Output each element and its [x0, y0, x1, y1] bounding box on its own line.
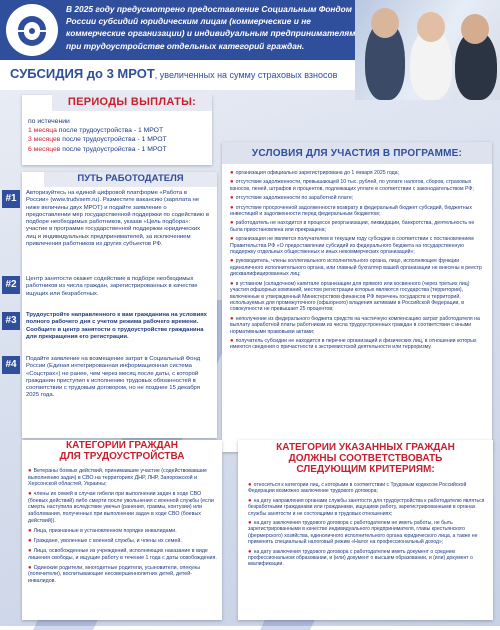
bullet-icon: ●: [230, 315, 234, 322]
bullet-icon: ●: [28, 527, 32, 534]
employer-path-title: ПУТЬ РАБОТОДАТЕЛЯ: [44, 172, 217, 187]
bullet-icon: ●: [230, 236, 234, 243]
participation-conditions-card: [222, 142, 492, 452]
bullet-icon: ●: [230, 220, 234, 227]
conditions-title: УСЛОВИЯ ДЛЯ УЧАСТИЯ В ПРОГРАММЕ:: [251, 148, 463, 159]
condition-item: ● отсутствие просроченной задолженности возврату в федеральный бюджет субсидий, бюджетных инвестиций и задолженности перед федеральным бюджетом;: [230, 204, 472, 218]
bullet-icon: ●: [248, 482, 252, 488]
condition-item: ● работодатель не находится в процессе реорганизации, ликвидации, банкротства, деятельность не была приостановлена или прекращена;: [230, 220, 475, 233]
bullet-icon: ●: [28, 564, 32, 571]
conditions-list: [230, 170, 486, 354]
criteria-item: ● относиться к категории лиц, с которыми в соответствии с Трудовым кодексом Российской Федерации возможно заключение трудового договора;: [248, 482, 467, 495]
payment-periods-body: [28, 117, 167, 154]
bullet-icon: ●: [230, 204, 234, 211]
categories-list: [28, 468, 218, 588]
criteria-title-line: КАТЕГОРИИ УКАЗАННЫХ ГРАЖДАН: [276, 442, 455, 453]
bullet-icon: ●: [248, 548, 252, 555]
step-number: #4: [2, 356, 20, 374]
people-photo: [355, 0, 500, 100]
header-text: В 2025 году предусмотрено предоставление Социальным Фондом России субсидий юридическим лицам (коммерческие и не коммерческие организации) и индивидуальным предпринимателям при трудоустройстве отдельных категорий граждан.: [66, 4, 356, 51]
category-item: ● Одинокие родители, многодетные родители, усыновители, опекуны (попечители), воспитывающие несовершеннолетних детей, детей-инвалидов.: [28, 564, 201, 584]
period-item: 3 месяцев после трудоустройства - 1 МРОТ: [28, 136, 167, 144]
criteria-header: [242, 442, 489, 475]
period-item: 1 месяца после трудоустройства - 1 МРОТ: [28, 127, 164, 135]
bullet-icon: ●: [28, 537, 32, 544]
payment-periods-card: [22, 95, 212, 165]
category-item: ● Граждане, уволенные с военной службы, и члены их семей.: [28, 537, 182, 544]
step-text: Подайте заявление на возмещение затрат в Социальный Фонд России (Единая интегрированная информационная система «Соцстрах») не ранее, чем через месяц после даты, с которой гражданин приступил к исполнению трудовых обязанностей в соответствии с трудовым договором, но не позднее 15 декабря 2025 года.: [26, 356, 201, 399]
subsidy-title-main: СУБСИДИЯ до 3 МРОТ: [10, 66, 155, 81]
categories-header: [26, 440, 218, 464]
step-number: #3: [2, 312, 20, 330]
step-number: #2: [2, 276, 20, 294]
category-item: ● Лица, признанные в установленном порядке инвалидами.: [28, 527, 177, 534]
payment-periods-intro: по истечении: [28, 118, 70, 125]
criteria-title-line: СЛЕДУЮЩИМ КРИТЕРИЯМ:: [296, 464, 435, 475]
step-text: Авторизуйтесь на единой цифровой платформе «Работа в России» (www.trudvsem.ru). Разместите вакансию (зарплата не ниже величины двух МРОТ) и подайте заявление о предоставлении мер государственной поддержки по содействию в подборе необходимых работников, указав «Цель подбора»: участие в программе государственной поддержки юридических лиц и индивидуальных предпринимателей, за исключением привлечения работников из других субъектов РФ.: [26, 190, 209, 248]
sfr-logo-icon: [6, 4, 58, 56]
criteria-item: ● на дату заключения трудового договора с работодателем не иметь работы, не быть зарегистрированными в качестве индивидуального предпринимателя, главы крестьянского (фермерского) хозяйства, единоличного исполнительного органа юридического лица, а также не применять специальный налоговый режим «Налог на профессиональный доход»;: [248, 520, 478, 546]
bullet-icon: ●: [230, 258, 234, 265]
criteria-title-line: ДОЛЖНЫ СООТВЕТСТВОВАТЬ: [288, 453, 443, 464]
subsidy-title: [10, 66, 337, 81]
step-number: #1: [2, 190, 20, 208]
bullet-icon: ●: [230, 195, 234, 202]
condition-item: ● отсутствие задолженности, превышающей 10 тыс. рублей, по уплате налогов, сборов, страховых взносов, пеней, штрафов и процентов, подлежащих уплате в соответствии с законодательством РФ;: [230, 179, 474, 192]
bullet-icon: ●: [230, 170, 234, 176]
criteria-list: [248, 482, 486, 571]
condition-item: ● организация официально зарегистрирована до 1 января 2025 года;: [230, 170, 399, 176]
citizen-categories-card: [22, 440, 222, 620]
bullet-icon: ●: [248, 497, 252, 504]
criteria-card: [238, 440, 493, 620]
subsidy-title-sub: , увеличенных на сумму страховых взносов: [154, 70, 338, 80]
payment-periods-header: [52, 93, 212, 111]
criteria-item: ● на дату направления органами службы занятости для трудоустройства к работодателю являться безработными гражданами или гражданами, ищущими работу, зарегистрированными в органах службы занятости и не состоящими в трудовых отношениях;: [248, 497, 485, 517]
bullet-icon: ●: [28, 491, 32, 498]
condition-item: ● неполучение из федерального бюджета средств на частичную компенсацию затрат работодателя на выплату заработной платы работникам из числа трудоустроенных граждан в соответствии с иными нормативными правовыми актами;: [230, 315, 480, 335]
condition-item: ● организация не является получателем в текущем году субсидии в соответствии с постановлением Правительства РФ «О предоставлении субсидий из федерального бюджета на государственную поддержку отдельных общественных и иных некоммерческих организаций»;: [230, 236, 474, 256]
employer-path-card: [5, 172, 217, 438]
bullet-icon: ●: [248, 520, 252, 527]
condition-item: ● получатель субсидии не находится в перечне организаций и физических лиц, в отношении которых имеются сведения о причастности к экстремистской деятельности или терроризму.: [230, 337, 477, 351]
categories-title-line: КАТЕГОРИИ ГРАЖДАН: [65, 440, 179, 451]
bullet-icon: ●: [230, 280, 234, 287]
category-item: ● Ветераны боевых действий, принимавшие участие (содействовавшие выполнению задач) в СВО на территориях ДНР, ЛНР, Запорожской и Херсонской областей, Украины;: [28, 468, 207, 488]
condition-item: ● в уставном (складочном) капитале организации для прямого или косвенного (через третьих лиц) участия офшорных компаний, местом регистрации которых являются государства (территории), включенные в утвержденный Министерством финансов РФ перечень государств и территорий, используемых для промежуточного (офшорного) владения активами в Российской Федерации, в совокупности не превышает 25 процентов;: [230, 280, 470, 313]
category-item: ● Лица, освобожденные из учреждений, исполняющих наказание в виде лишения свободы, и ищущие работу в течение 1 года с даты освобождения.: [28, 547, 217, 561]
condition-item: ● руководитель, члены коллегиального исполнительного органа, лицо, исполняющее функции единоличного исполнительного органа, или главный бухгалтер вашей организации не внесены в реестр дисквалифицированных лиц;: [230, 258, 482, 278]
bullet-icon: ●: [28, 468, 32, 474]
period-item: 6 месяцев после трудоустройства - 1 МРОТ: [28, 145, 167, 153]
categories-title-line: ДЛЯ ТРУДОУСТРОЙСТВА: [59, 451, 185, 462]
conditions-header: [222, 142, 492, 164]
bullet-icon: ●: [230, 179, 234, 186]
condition-item: ● отсутствие задолженности по заработной плате;: [230, 195, 354, 202]
payment-periods-title: ПЕРИОДЫ ВЫПЛАТЫ:: [67, 96, 197, 108]
criteria-item: ● на дату заключения трудового договора с работодателем иметь документ о среднем профессиональном образовании, и (или) документ о высшем образовании, и (или) документ о квалификации.: [248, 548, 473, 568]
bullet-icon: ●: [28, 547, 32, 554]
bullet-icon: ●: [230, 337, 234, 344]
step-text: Трудоустройте направленного к вам гражданина на условиях полного рабочего дня с учетом режима рабочего времени. Сообщите в центр занятости о трудоустройстве гражданина для прекращения его регистрации.: [26, 312, 207, 340]
step-text: Центр занятости окажет содействие в подборе необходимых работников из числа граждан, зарегистрированных в качестве ищущих или безработных.: [26, 276, 198, 297]
category-item: ● члены их семей в случае гибели при выполнении задач в ходе СВО (боевых действий) либо смерти после увольнения с военной службы (если смерть наступила вследствие увечья (ранения, травмы, контузии) или заболевания, полученных при выполнении задач в ходе СВО (боевых действий)).: [28, 491, 214, 524]
